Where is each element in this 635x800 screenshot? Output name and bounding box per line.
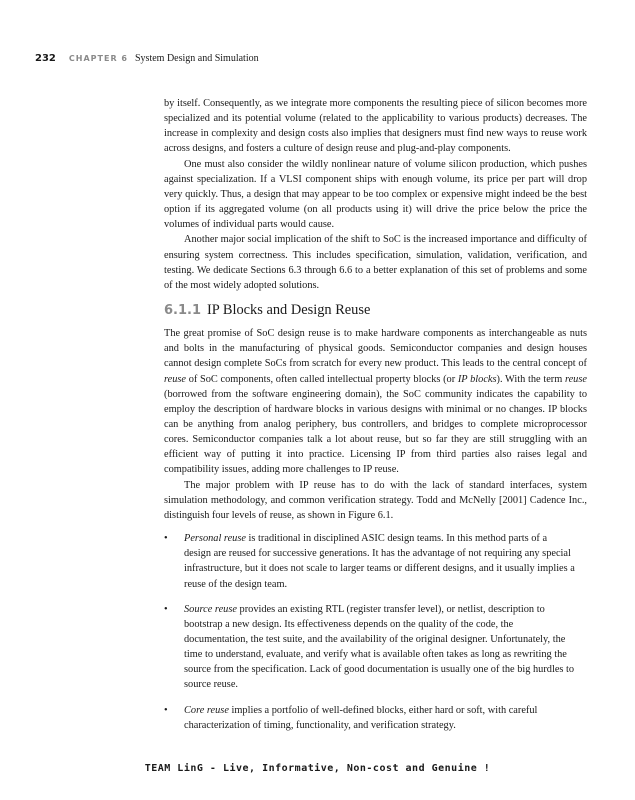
list-item-text: implies a portfolio of well-defined blocks, either hard or soft, with careful characterization of timing, functionality, and verification strategy. xyxy=(184,704,538,731)
section-number: 6.1.1 xyxy=(164,303,202,319)
chapter-label: CHAPTER 6 xyxy=(68,54,128,63)
list-item xyxy=(164,602,576,693)
paragraph: Another major social implication of the shift to SoC is the increased importance and difficulty of ensuring system correctness. This includes specification, simulation, validation, verification, and testing. We dedicate Sections 6.3 through 6.6 to a better explanation of this set of problems and some of the most widely adopted solutions. xyxy=(164,234,587,291)
list-item-text: is traditional in disciplined ASIC design teams. In this method parts of a design are reused for successive generations. It has the advantage of not requiring any special infrastructure, but it does not scale to larger teams or different designs, and it usually implies a reuse of the design team. xyxy=(184,533,575,590)
bullet-icon: • xyxy=(164,603,168,615)
paragraph xyxy=(164,326,587,478)
emphasis: IP blocks xyxy=(457,373,497,385)
term: Core reuse xyxy=(184,704,229,716)
list-item xyxy=(164,531,576,592)
list-item xyxy=(164,703,576,733)
footer-watermark: TEAM LinG - Live, Informative, Non-cost and Genuine ! xyxy=(144,763,491,774)
emphasis: reuse xyxy=(564,373,587,385)
term: Source reuse xyxy=(184,603,237,615)
section-title: IP Blocks and Design Reuse xyxy=(207,302,371,319)
chapter-title: System Design and Simulation xyxy=(135,53,259,64)
paragraph: by itself. Consequently, as we integrate more components the resulting piece of silicon becomes more specialized and its potential volume (related to the applicability to various products) decreases. The increase in complexity and design costs also implies that designers must find new ways to reuse work across designs, and fosters a culture of design reuse and plug-and-play components. xyxy=(164,98,587,155)
paragraph: One must also consider the wildly nonlinear nature of volume silicon production, which pushes against specialization. If a VLSI component ships with enough volume, its price per part will drop very quickly. Thus, a design that may appear to be too complex or expensive might indeed be the best option if its aggregated volume (on all products using it) will drive the price below the price the volumes of individual parts would cause. xyxy=(164,158,587,231)
term: Personal reuse xyxy=(184,533,246,545)
bullet-icon: • xyxy=(164,704,168,716)
running-head xyxy=(35,53,259,65)
bullet-list xyxy=(164,531,587,733)
text-run: The great promise of SoC design reuse is to make hardware components as interchangeable as nuts and bolts in the manufacturing of physical goods. Semiconductor companies and design houses cannot design complete SoCs from scratch for every new product. This leads to the central concept of xyxy=(164,328,587,370)
emphasis: reuse xyxy=(164,373,187,385)
page-number: 232 xyxy=(35,53,56,64)
list-item-text: provides an existing RTL (register transfer level), or netlist, description to bootstrap a new design. Its effectiveness depends on the quality of the code, the documentation, the test suite, and the availability of the original designer. Unfortunately, the time to understand, evaluate, and verify what is available often takes as long as rewriting the source from the specification. Lack of good documentation is usually one of the big hurdles to source reuse. xyxy=(184,603,575,691)
text-run: (borrowed from the software engineering domain), the SoC community indicates the capability to employ the description of hardware blocks in various designs with minimal or no changes. IP blocks can be anything from analog periphery, bus controllers, and bridges to complete microprocessor cores. Semiconductor companies talk a lot about reuse, but so far they are still struggling with an efficient way of putting it into practice. Licensing IP from third parties also raises legal and compatibility issues, adding more challenges to IP reuse. xyxy=(164,388,587,476)
text-run: of SoC components, often called intellectual property blocks (or xyxy=(186,373,458,385)
paragraph: The major problem with IP reuse has to do with the lack of standard interfaces, system simulation methodology, and common verification strategy. Todd and McNelly [2001] Cadence Inc., distinguish four levels of reuse, as shown in Figure 6.1. xyxy=(164,479,587,521)
section-heading xyxy=(164,301,587,320)
body-text xyxy=(164,96,587,743)
text-run: ). With the term xyxy=(496,373,565,385)
bullet-icon: • xyxy=(164,533,168,545)
